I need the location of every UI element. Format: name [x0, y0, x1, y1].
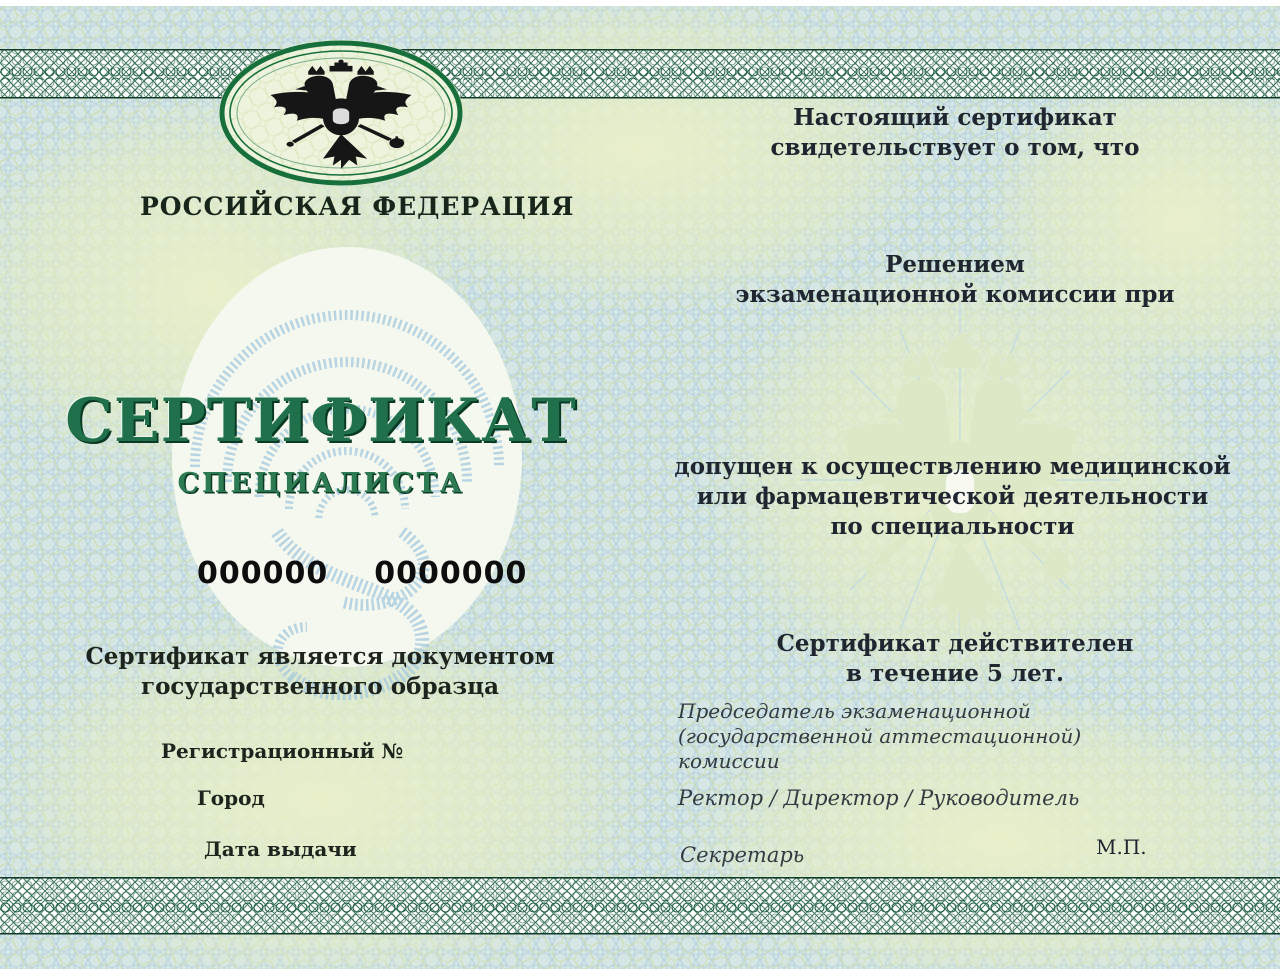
- doc-note-line-1: Сертификат является документом: [85, 643, 555, 670]
- doc-note-line-2: государственного образца: [140, 673, 500, 700]
- chairman-line-1: Председатель экзаменационной: [678, 699, 1031, 723]
- certificate-subtitle: СПЕЦИАЛИСТА: [177, 468, 465, 499]
- bottom-border-band: [0, 877, 1280, 935]
- decision-block: [700, 250, 1210, 310]
- statement-block: [700, 103, 1210, 163]
- serial-numbers: [197, 556, 527, 591]
- validity-line-1: Сертификат действителен: [776, 630, 1134, 657]
- rector-signature-line: Ректор / Директор / Руководитель: [678, 786, 1080, 810]
- russia-coat-of-arms-icon: [219, 40, 463, 186]
- serial-number: 0000000: [374, 556, 528, 591]
- stamp-place-mark: М.П.: [1096, 835, 1147, 859]
- serial-series: 000000: [197, 556, 329, 591]
- city-label: Город: [197, 786, 265, 810]
- document-note: [50, 642, 590, 702]
- chairman-line-2: (государственной аттестационной): [678, 724, 1082, 748]
- validity-line-2: в течение 5 лет.: [846, 660, 1064, 687]
- admission-line-2: или фармацевтической деятельности: [696, 483, 1209, 510]
- admission-line-3: по специальности: [830, 513, 1075, 540]
- issue-date-label: Дата выдачи: [204, 837, 357, 861]
- certificate-title: СЕРТИФИКАТ: [65, 386, 577, 456]
- chairman-line-3: комиссии: [678, 749, 780, 773]
- decision-line-2: экзаменационной комиссии при: [735, 281, 1175, 308]
- country-name: РОССИЙСКАЯ ФЕДЕРАЦИЯ: [140, 192, 575, 221]
- top-border-band: [0, 49, 1280, 99]
- statement-line-2: свидетельствует о том, что: [770, 134, 1140, 161]
- validity-block: [700, 629, 1210, 689]
- statement-line-1: Настоящий сертификат: [793, 104, 1117, 131]
- registration-number-label: Регистрационный №: [161, 739, 404, 763]
- chairman-signature-block: [678, 699, 1098, 774]
- decision-line-1: Решением: [885, 251, 1025, 278]
- admission-line-1: допущен к осуществлению медицинской: [674, 453, 1231, 480]
- admission-block: [655, 452, 1250, 542]
- secretary-signature-line: Секретарь: [680, 843, 805, 867]
